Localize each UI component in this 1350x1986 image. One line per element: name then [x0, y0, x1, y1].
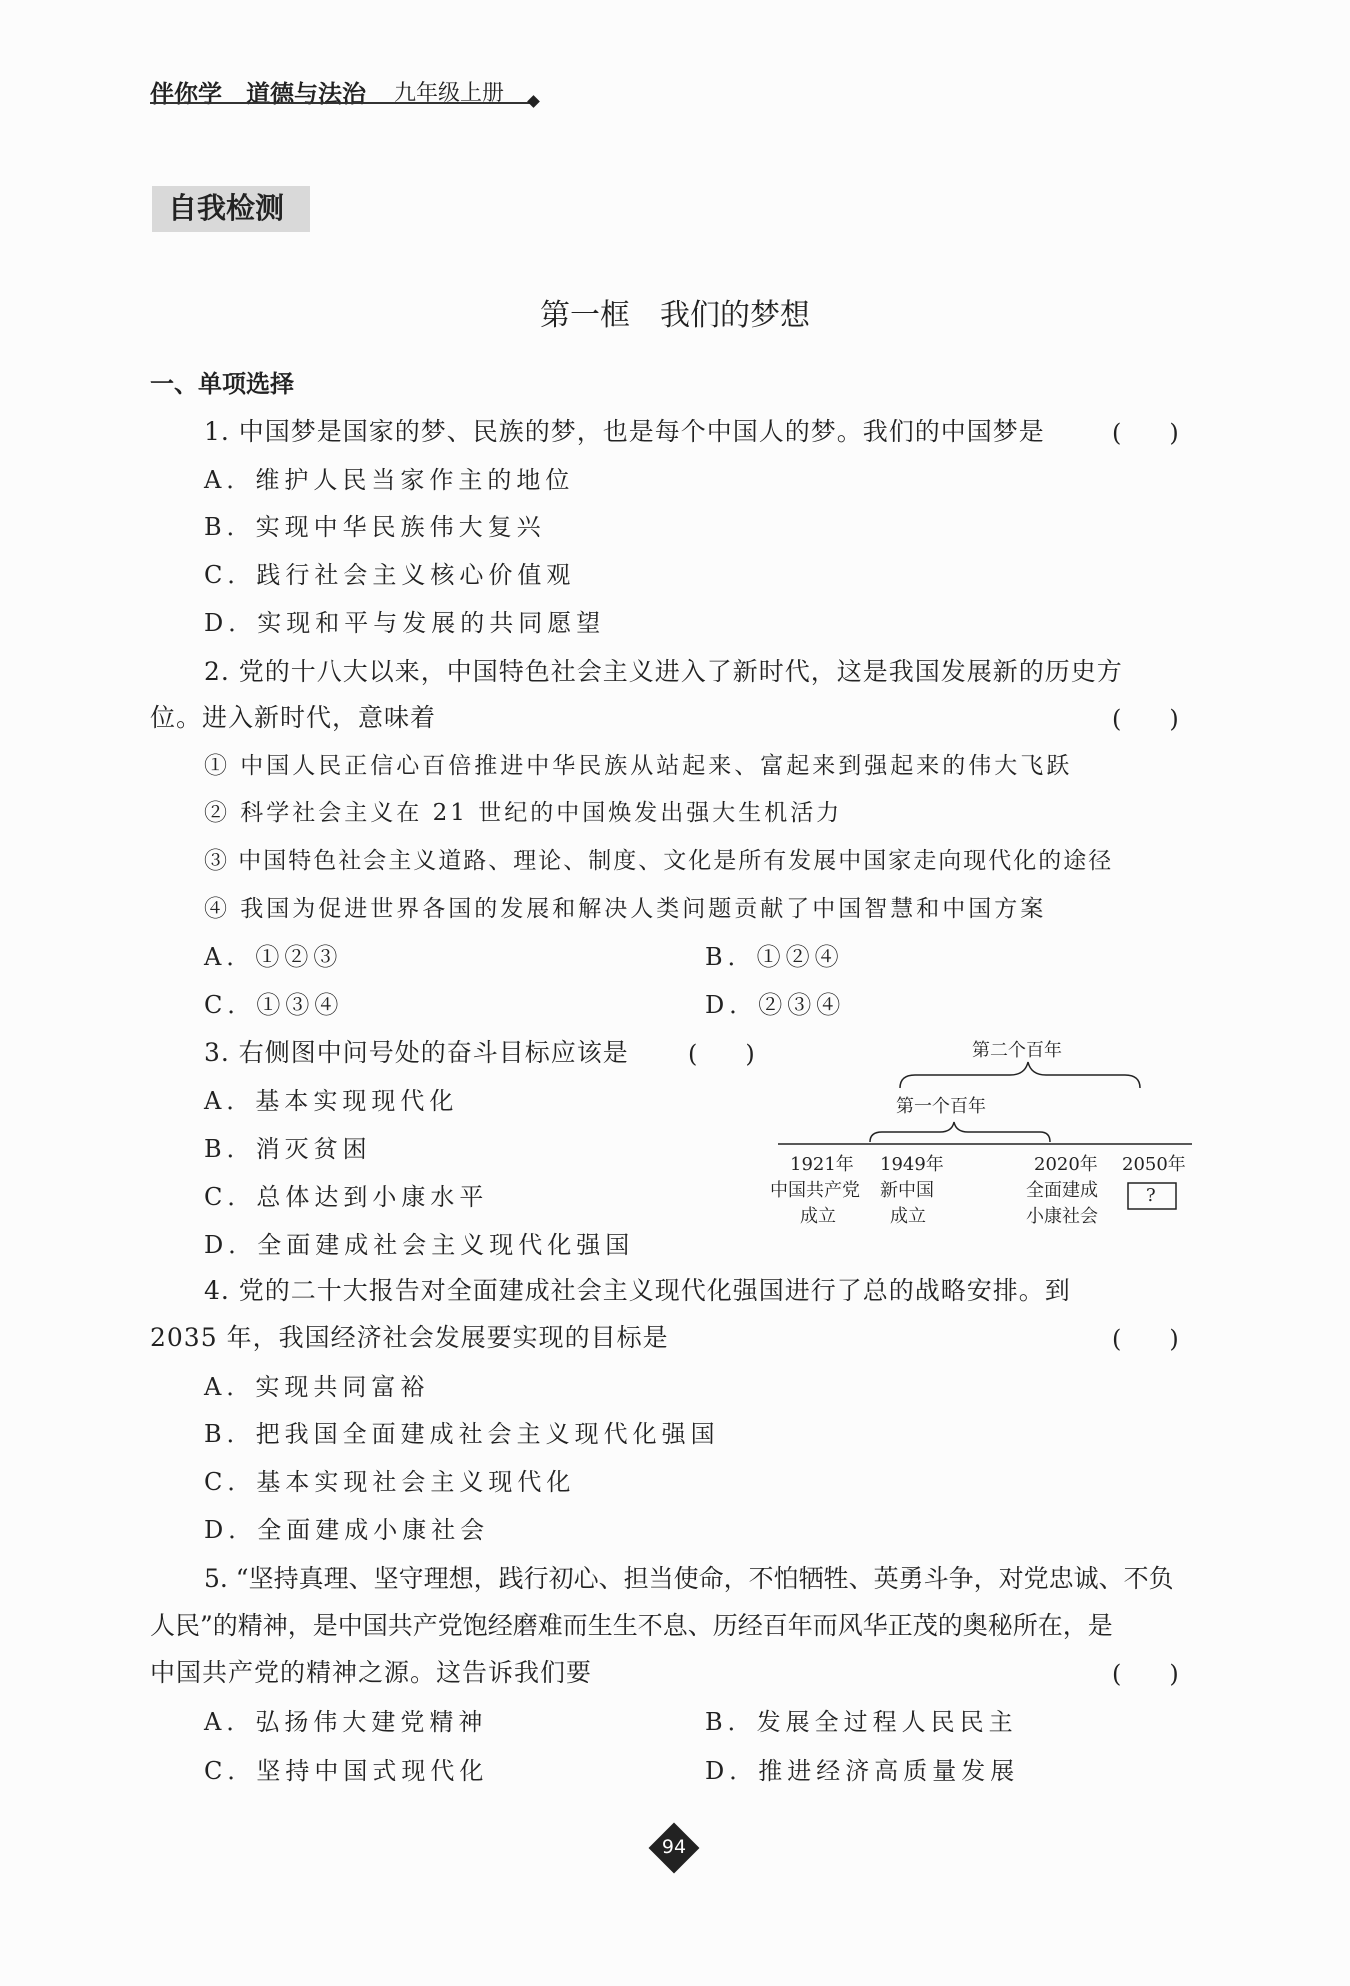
event-2020-year: 2020年: [1034, 1154, 1098, 1175]
q3-answer-paren[interactable]: ( ): [688, 1040, 755, 1068]
q4-stem-line2: 2035 年，我国经济社会发展要实现的目标是: [150, 1323, 669, 1352]
q2-answer-paren[interactable]: ( ): [1112, 705, 1179, 733]
q5-option-c: C．坚持中国式现代化: [204, 1757, 489, 1785]
header-rule: [150, 102, 530, 104]
q5-stem-line1: 5. “坚持真理、坚守理想，践行初心、担当使命，不怕牺牲、英勇斗争，对党忠诚、不负: [204, 1564, 1174, 1593]
q5-answer-paren[interactable]: ( ): [1112, 1660, 1179, 1688]
q1-stem: 1. 中国梦是国家的梦、民族的梦，也是每个中国人的梦。我们的中国梦是: [204, 417, 1045, 446]
event-1921-line2: 成立: [800, 1206, 836, 1227]
q5-stem-line3: 中国共产党的精神之源。这告诉我们要: [150, 1658, 593, 1687]
part-title: 一、单项选择: [150, 370, 294, 398]
q2-item-2: ② 科学社会主义在 21 世纪的中国焕发出强大生机活力: [204, 800, 843, 826]
q4-option-d: D．全面建成小康社会: [204, 1516, 490, 1544]
header-grade: 九年级上册: [394, 81, 505, 106]
q5-option-a: A．弘扬伟大建党精神: [204, 1708, 488, 1736]
event-1921-line1: 中国共产党: [770, 1180, 860, 1201]
timeline-diagram: [770, 1030, 1200, 1230]
event-2050-question-mark: ?: [1146, 1185, 1156, 1206]
q4-option-a: A．实现共同富裕: [204, 1373, 430, 1401]
q2-option-d: D．②③④: [705, 991, 846, 1019]
event-2050-year: 2050年: [1122, 1154, 1186, 1175]
event-1949-year: 1949年: [880, 1154, 944, 1175]
q4-stem-line1: 4. 党的二十大报告对全面建成社会主义现代化强国进行了总的战略安排。到: [204, 1276, 1071, 1305]
q4-option-c: C．基本实现社会主义现代化: [204, 1468, 576, 1496]
q3-stem: 3. 右侧图中问号处的奋斗目标应该是: [204, 1038, 629, 1067]
event-2020-line2: 小康社会: [1026, 1206, 1098, 1227]
page-number-badge: [650, 1824, 698, 1872]
q3-option-c: C．总体达到小康水平: [204, 1183, 489, 1211]
q1-option-a: A．维护人民当家作主的地位: [204, 466, 575, 494]
event-2020-line1: 全面建成: [1026, 1180, 1098, 1201]
q3-option-b: B．消灭贫困: [204, 1135, 372, 1163]
q4-option-b: B．把我国全面建成社会主义现代化强国: [204, 1420, 720, 1448]
event-1949-line1: 新中国: [880, 1180, 934, 1201]
q2-option-b: B．①②④: [705, 943, 844, 971]
event-1949-line2: 成立: [890, 1206, 926, 1227]
label-first-century: 第一个百年: [896, 1096, 986, 1117]
q1-answer-paren[interactable]: ( ): [1112, 419, 1179, 447]
event-1921-year: 1921年: [790, 1154, 854, 1175]
q1-option-c: C．践行社会主义核心价值观: [204, 561, 576, 589]
q2-option-a: A．①②③: [204, 943, 343, 971]
q2-option-c: C．①③④: [204, 991, 344, 1019]
q5-stem-line2: 人民”的精神，是中国共产党饱经磨难而生生不息、历经百年而风华正茂的奥秘所在，是: [150, 1611, 1113, 1640]
q2-stem-line1: 2. 党的十八大以来，中国特色社会主义进入了新时代，这是我国发展新的历史方: [204, 657, 1123, 686]
lesson-title: 第一框 我们的梦想: [540, 298, 810, 333]
q1-option-d: D．实现和平与发展的共同愿望: [204, 609, 606, 637]
header-book-title: 伴你学: [150, 80, 222, 108]
q2-item-3: ③ 中国特色社会主义道路、理论、制度、文化是所有发展中国家走向现代化的途径: [204, 848, 1114, 874]
q2-stem-line2: 位。进入新时代，意味着: [150, 703, 437, 732]
q2-item-1: ① 中国人民正信心百倍推进中华民族从站起来、富起来到强起来的伟大飞跃: [204, 753, 1073, 779]
q5-option-b: B．发展全过程人民民主: [705, 1708, 1018, 1736]
header-diamond-icon: [527, 95, 540, 108]
label-second-century: 第二个百年: [972, 1040, 1062, 1061]
q5-option-d: D．推进经济高质量发展: [705, 1757, 1020, 1785]
q2-item-4: ④ 我国为促进世界各国的发展和解决人类问题贡献了中国智慧和中国方案: [204, 896, 1047, 922]
q1-option-b: B．实现中华民族伟大复兴: [204, 513, 546, 541]
header-subject: 道德与法治: [246, 80, 366, 108]
q3-option-d: D．全面建成社会主义现代化强国: [204, 1231, 635, 1259]
q3-option-a: A．基本实现现代化: [204, 1087, 459, 1115]
section-title: 自我检测: [168, 191, 285, 225]
q4-answer-paren[interactable]: ( ): [1112, 1325, 1179, 1353]
page-number: 94: [661, 1836, 687, 1858]
